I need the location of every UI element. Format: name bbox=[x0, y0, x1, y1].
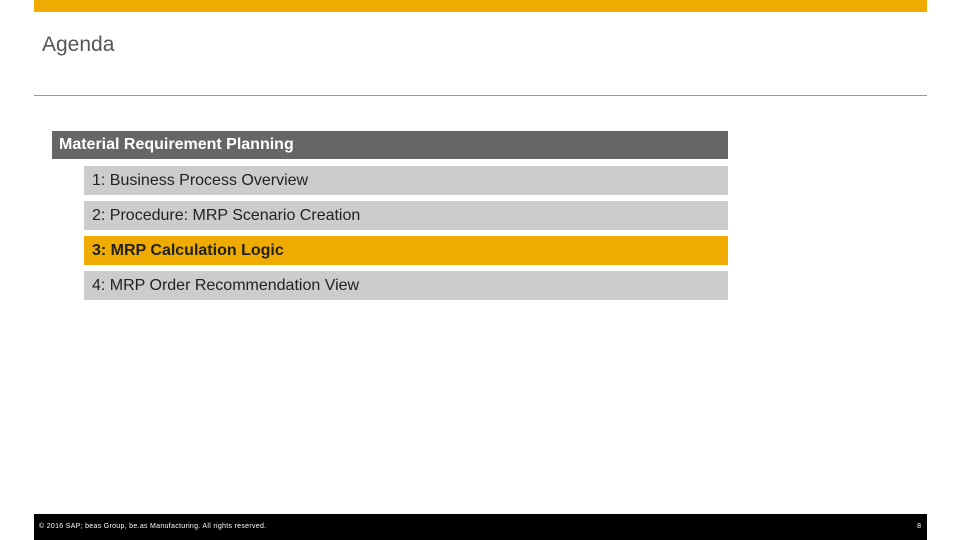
agenda-item-mrp-order-recommendation-view[interactable]: 4: MRP Order Recommendation View bbox=[84, 271, 728, 300]
copyright-text: © 2016 SAP; beas Group, be.as Manufacturing. All rights reserved. bbox=[39, 523, 267, 530]
title-divider bbox=[34, 95, 927, 96]
top-accent-bar bbox=[34, 0, 927, 12]
agenda-item-procedure-mrp-scenario-creation[interactable]: 2: Procedure: MRP Scenario Creation bbox=[84, 201, 728, 230]
agenda-item-business-process-overview[interactable]: 1: Business Process Overview bbox=[84, 166, 728, 195]
footer-bar bbox=[34, 514, 927, 540]
agenda-item-mrp-calculation-logic[interactable]: 3: MRP Calculation Logic bbox=[84, 236, 728, 265]
agenda-header: Material Requirement Planning bbox=[52, 131, 728, 159]
page-number: 8 bbox=[917, 523, 921, 530]
slide-title: Agenda bbox=[42, 33, 115, 56]
